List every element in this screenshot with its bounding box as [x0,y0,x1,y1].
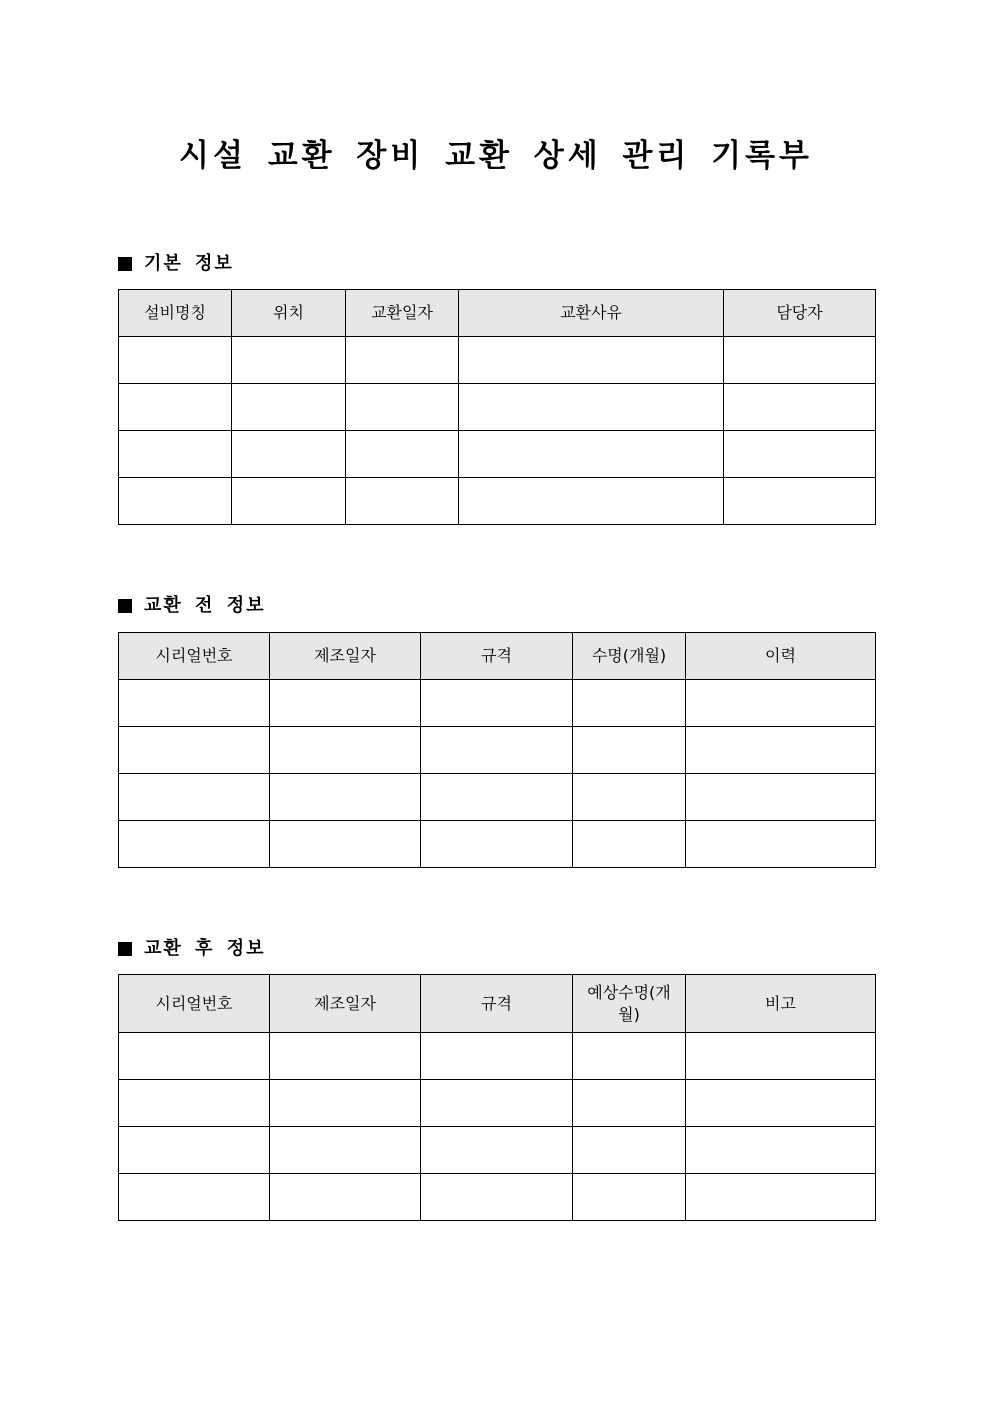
column-header: 규격 [421,633,573,680]
table-row [119,1033,876,1080]
table-cell[interactable] [573,1174,686,1221]
table-cell[interactable] [232,478,346,525]
table-row [119,680,876,727]
table-row [119,727,876,774]
table-header-row [119,633,876,680]
table-cell[interactable] [573,680,686,727]
table-cell[interactable] [459,337,724,384]
table-cell[interactable] [119,1033,270,1080]
black-square-icon [118,257,132,271]
section-heading-label: 교환 후 정보 [144,938,266,959]
table-cell[interactable] [346,337,459,384]
column-header: 이력 [686,633,876,680]
table-cell[interactable] [119,1174,270,1221]
column-header: 위치 [232,290,346,337]
column-header: 제조일자 [270,633,421,680]
table-cell[interactable] [346,431,459,478]
table-cell[interactable] [270,821,421,868]
table-cell[interactable] [270,1174,421,1221]
table-cell[interactable] [270,1127,421,1174]
table-cell[interactable] [119,478,232,525]
column-header: 수명(개월) [573,633,686,680]
table-header-row [119,290,876,337]
section-heading-after-info [118,937,265,961]
table-cell[interactable] [119,1080,270,1127]
table-cell[interactable] [232,384,346,431]
table-cell[interactable] [270,727,421,774]
table-cell[interactable] [686,1174,876,1221]
table-cell[interactable] [232,431,346,478]
column-header: 비고 [686,975,876,1033]
table-cell[interactable] [459,431,724,478]
basic-info-table [118,289,876,525]
table-cell[interactable] [119,431,232,478]
table-cell[interactable] [119,384,232,431]
section-heading-before-info [118,594,265,618]
table-cell[interactable] [421,1080,573,1127]
table-cell[interactable] [686,774,876,821]
table-cell[interactable] [346,478,459,525]
column-header: 제조일자 [270,975,421,1033]
table-cell[interactable] [459,478,724,525]
table-cell[interactable] [421,1174,573,1221]
table-cell[interactable] [573,727,686,774]
table-cell[interactable] [119,727,270,774]
section-heading-label: 교환 전 정보 [144,595,266,616]
table-row [119,1080,876,1127]
table-cell[interactable] [573,1127,686,1174]
table-cell[interactable] [573,1080,686,1127]
table-cell[interactable] [573,1033,686,1080]
table-cell[interactable] [686,1033,876,1080]
table-cell[interactable] [119,821,270,868]
table-row [119,478,876,525]
table-cell[interactable] [686,727,876,774]
column-header: 설비명칭 [119,290,232,337]
table-cell[interactable] [686,1127,876,1174]
table-cell[interactable] [724,384,876,431]
table-cell[interactable] [119,1127,270,1174]
table-cell[interactable] [421,727,573,774]
table-row [119,821,876,868]
table-cell[interactable] [421,821,573,868]
table-cell[interactable] [119,680,270,727]
before-info-table [118,632,876,868]
table-cell[interactable] [270,774,421,821]
table-row [119,384,876,431]
table-cell[interactable] [573,774,686,821]
table-row [119,774,876,821]
table-cell[interactable] [421,1033,573,1080]
table-cell[interactable] [459,384,724,431]
table-cell[interactable] [724,431,876,478]
column-header: 교환사유 [459,290,724,337]
table-cell[interactable] [270,1080,421,1127]
table-cell[interactable] [119,774,270,821]
black-square-icon [118,942,132,956]
table-cell[interactable] [573,821,686,868]
section-heading-label: 기본 정보 [144,253,234,274]
table-header-row [119,975,876,1033]
black-square-icon [118,599,132,613]
page-title: 시설 교환 장비 교환 상세 관리 기록부 [179,138,813,174]
table-row [119,1174,876,1221]
table-cell[interactable] [686,821,876,868]
table-cell[interactable] [346,384,459,431]
table-row [119,337,876,384]
table-row [119,1127,876,1174]
table-cell[interactable] [421,680,573,727]
column-header: 시리얼번호 [119,975,270,1033]
section-heading-basic-info [118,252,234,276]
column-header: 담당자 [724,290,876,337]
column-header: 예상수명(개월) [573,975,686,1033]
table-row [119,431,876,478]
table-cell[interactable] [232,337,346,384]
table-cell[interactable] [686,1080,876,1127]
column-header: 규격 [421,975,573,1033]
table-cell[interactable] [686,680,876,727]
after-info-table [118,974,876,1221]
table-cell[interactable] [724,478,876,525]
column-header: 시리얼번호 [119,633,270,680]
table-cell[interactable] [421,774,573,821]
table-cell[interactable] [724,337,876,384]
table-cell[interactable] [119,337,232,384]
column-header: 교환일자 [346,290,459,337]
table-cell[interactable] [270,680,421,727]
table-cell[interactable] [270,1033,421,1080]
table-cell[interactable] [421,1127,573,1174]
